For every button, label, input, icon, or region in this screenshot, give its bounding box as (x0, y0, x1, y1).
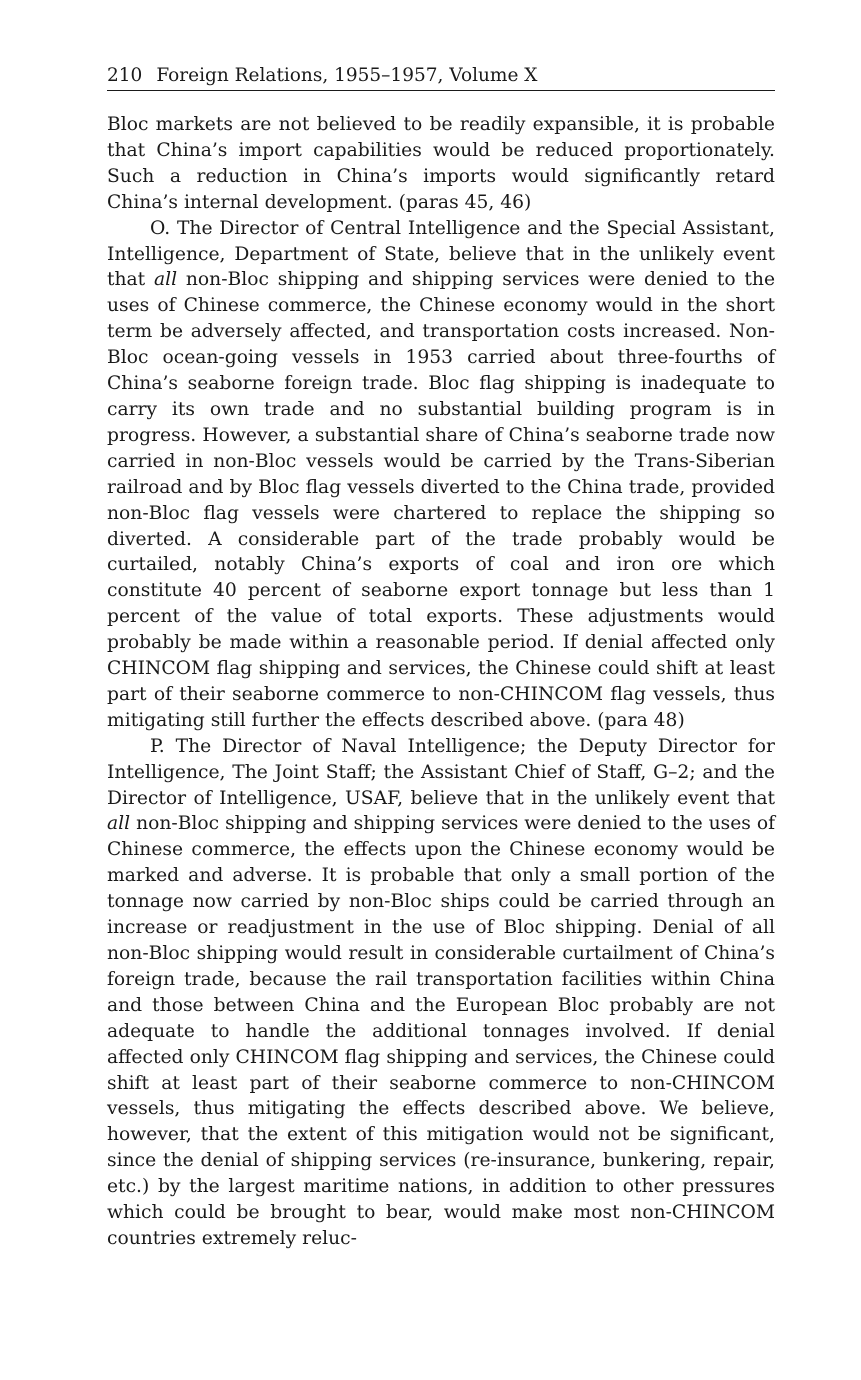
paragraph-o-text-after: non-Bloc shipping and shipping services were denied to the uses of Chinese commerce, the Chinese economy would in the short term be adversely affected, and transportation costs increased. Non-Bloc ocean-going vessels in 1953 carried about three-fourths of China’s seaborne foreign trade. Bloc flag shipping is inadequate to carry its own trade and no substantial building program is in progress. However, a substantial share of China’s seaborne trade now carried in non-Bloc vessels would be carried by the Trans-Siberian railroad and by Bloc flag vessels diverted to the China trade, provided non-Bloc flag vessels were chartered to replace the shipping so diverted. A considerable part of the trade probably would be curtailed, notably China’s exports of coal and iron ore which constitute 40 percent of seaborne export tonnage but less than 1 percent of the value of total exports. These adjustments would probably be made within a reasonable period. If denial affected only CHINCOM flag shipping and services, the Chinese could shift at least part of their seaborne commerce to non-CHINCOM flag vessels, thus mitigating still further the effects described above. (para 48) (107, 269, 775, 731)
document-page (107, 64, 775, 1252)
paragraph-continuation-text: Bloc markets are not believed to be readily expansible, it is probable that China’s import capabilities would be reduced proportionately. Such a reduction in China’s imports would significantly retard China’s internal development. (paras 45, 46) (107, 114, 775, 213)
page-number: 210 (107, 65, 143, 86)
paragraph-p-text-before: P. The Director of Naval Intelligence; the Deputy Director for Intelligence, The Joint Staff; the Assistant Chief of Staff, G–2; and the Director of Intelligence, USAF, believe that in the unlikely event that (107, 735, 775, 809)
paragraph-o-text-before: O. The Director of Central Intelligence and the Special Assistant, Intelligence, Department of State, believe that in the unlikely event that (107, 217, 775, 291)
paragraph-o-emphasis: all (153, 269, 178, 291)
paragraph-p-text-after: non-Bloc shipping and shipping services were denied to the uses of Chinese commerce, the effects upon the Chinese economy would be marked and adverse. It is probable that only a small portion of the tonnage now carried by non-Bloc ships could be carried through an increase or readjustment in the use of Bloc shipping. Denial of all non-Bloc shipping would result in considerable curtailment of China’s foreign trade, because the rail transportation facilities within China and those between China and the European Bloc probably are not adequate to handle the additional tonnages involved. If denial affected only CHINCOM flag shipping and services, the Chinese could shift at least part of their seaborne commerce to non-CHINCOM vessels, thus mitigating the effects described above. We believe, however, that the extent of this mitigation would not be significant, since the denial of shipping services (re-insurance, bunkering, repair, etc.) by the largest maritime nations, in addition to other pressures which could be brought to bear, would make most non-CHINCOM countries extremely reluc- (107, 813, 775, 1249)
running-head-title: Foreign Relations, 1955–1957, Volume X (156, 65, 538, 86)
paragraph-p-emphasis: all (107, 813, 131, 835)
paragraph-continuation (107, 112, 775, 216)
paragraph-o (107, 216, 775, 734)
running-head (107, 64, 775, 91)
body-text (107, 112, 775, 1252)
paragraph-p (107, 734, 775, 1252)
